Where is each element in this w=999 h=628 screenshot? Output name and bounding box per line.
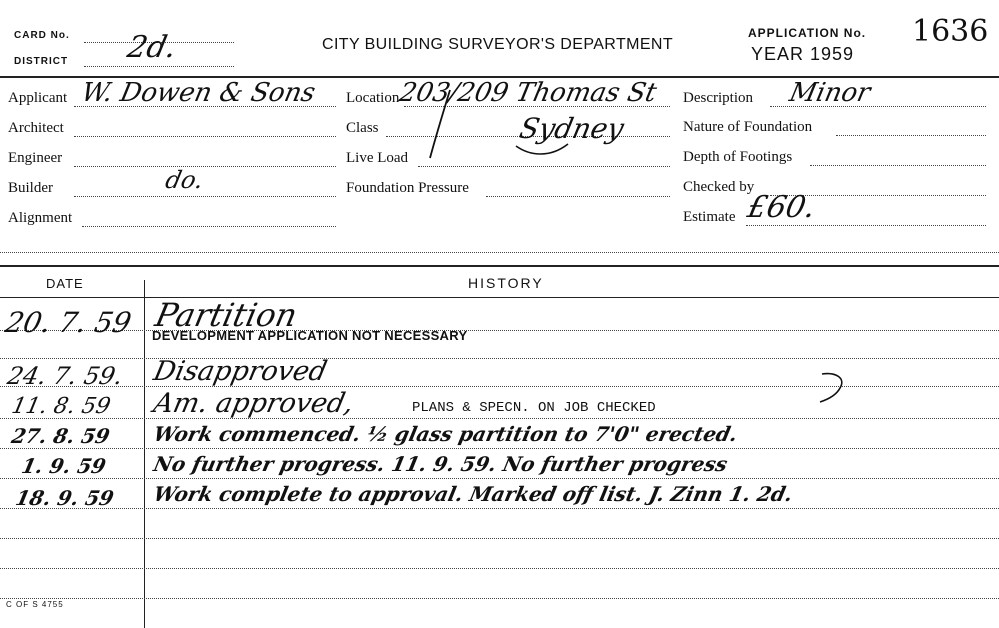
- header-underline: [0, 297, 999, 298]
- builder-value: do.: [163, 166, 207, 194]
- application-no-value: 1636: [912, 14, 989, 49]
- history-date: 11. 8. 59: [9, 394, 113, 419]
- estimate-label: Estimate: [683, 209, 736, 225]
- applicant-label: Applicant: [8, 90, 68, 106]
- row-line: [0, 568, 999, 569]
- checked-label: Checked by: [683, 179, 755, 195]
- history-entry: Disapproved: [150, 356, 330, 387]
- history-header: HISTORY: [468, 275, 544, 291]
- row-line: [0, 538, 999, 539]
- history-date: 20. 7. 59: [2, 306, 135, 339]
- location-value-2: Sydney: [516, 112, 627, 145]
- pen-stroke-icon: [816, 366, 856, 406]
- history-entry: Work complete to approval. Marked off list. J. Zinn 1. 2d.: [151, 482, 795, 506]
- row-line: [0, 478, 999, 479]
- pen-stroke-icon: [420, 86, 600, 166]
- builder-line: [74, 196, 336, 197]
- history-date: 27. 8. 59: [9, 424, 112, 448]
- foundation-pressure-label: Foundation Pressure: [346, 180, 469, 196]
- live-load-line: [418, 166, 670, 167]
- history-entry: Work commenced. ½ glass partition to 7'0" erected.: [151, 422, 740, 446]
- application-no-label: APPLICATION No.: [748, 26, 867, 40]
- card-no-label: CARD No.: [14, 30, 70, 41]
- estimate-value: £60.: [744, 190, 819, 225]
- location-label: Location: [346, 90, 400, 106]
- nature-line: [836, 135, 986, 136]
- history-date: 24. 7. 59.: [5, 362, 126, 390]
- alignment-line: [82, 226, 336, 227]
- history-top-rule: [0, 265, 999, 267]
- district-line: [84, 66, 234, 67]
- plans-checked-text: PLANS & SPECN. ON JOB CHECKED: [412, 400, 656, 416]
- row-line: [0, 598, 999, 599]
- applicant-value: W. Dowen & Sons: [78, 78, 319, 108]
- date-header: DATE: [46, 276, 84, 291]
- estimate-line: [746, 225, 986, 226]
- architect-line: [74, 136, 336, 137]
- development-stamp: DEVELOPMENT APPLICATION NOT NECESSARY: [152, 328, 468, 343]
- history-entry: Partition: [151, 296, 301, 334]
- row-line: [0, 448, 999, 449]
- department-title: CITY BUILDING SURVEYOR'S DEPARTMENT: [322, 36, 674, 53]
- class-label: Class: [346, 120, 379, 136]
- builder-label: Builder: [8, 180, 53, 196]
- row-line: [0, 508, 999, 509]
- row-line: [0, 330, 999, 331]
- description-value: Minor: [786, 78, 873, 108]
- year-label: YEAR 1959: [751, 44, 855, 64]
- row-line: [0, 358, 999, 359]
- depth-line: [810, 165, 986, 166]
- description-label: Description: [683, 90, 753, 106]
- fields-bottom-line: [0, 252, 999, 253]
- district-value: 2d.: [124, 30, 180, 65]
- date-column-divider: [144, 280, 145, 628]
- depth-label: Depth of Footings: [683, 149, 793, 165]
- history-date: 1. 9. 59: [19, 454, 109, 478]
- history-entry: Am. approved,: [150, 388, 357, 419]
- architect-label: Architect: [8, 120, 64, 136]
- history-date: 18. 9. 59: [13, 486, 116, 510]
- history-entry: No further progress. 11. 9. 59. No further progress: [151, 452, 730, 476]
- nature-label: Nature of Foundation: [683, 119, 813, 135]
- district-label: DISTRICT: [14, 56, 69, 67]
- alignment-label: Alignment: [8, 210, 73, 226]
- engineer-label: Engineer: [8, 150, 63, 166]
- form-code: C OF S 4755: [6, 600, 64, 609]
- location-value: 203/209 Thomas St: [396, 78, 660, 108]
- foundation-pressure-line: [486, 196, 670, 197]
- live-load-label: Live Load: [346, 150, 409, 166]
